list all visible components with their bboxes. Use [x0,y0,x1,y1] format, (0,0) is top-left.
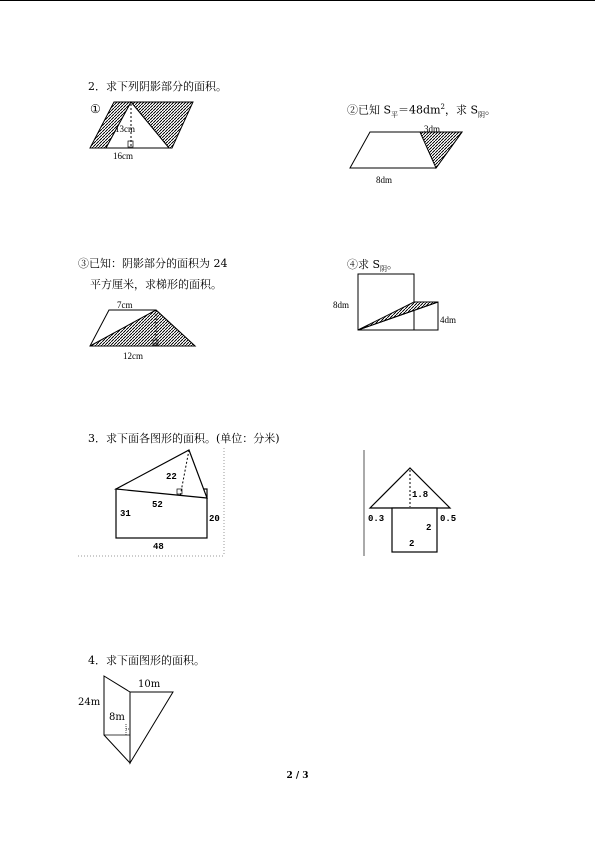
p3-line2: 平方厘米，求梯形的面积。 [90,278,222,291]
q4-inner-label: 8m [109,712,125,723]
f1-bottom-label: 48 [153,542,164,552]
figure-3-1 [78,448,224,556]
f2-left-label: 0.3 [368,514,385,524]
f1-left-label: 31 [120,509,131,519]
p3-top-label: 7cm [117,300,133,310]
p2-statement: ②已知 $S_平=48dm^2$，求 $S_阴$。 [347,103,497,119]
p3-line1: ③已知：阴影部分的面积为 24 [78,257,228,270]
figure-3-2 [364,450,450,556]
f1-diag-label: 52 [152,500,163,510]
f2-right-label: 0.5 [440,514,457,524]
f2-bottom-label: 2 [409,539,415,549]
q4-top-label: 10m [138,679,161,690]
page-number: 2 / 3 [286,771,309,781]
question-2-heading: 2．求下列阴影部分的面积。 [88,80,227,93]
p1-height-label: 13cm [115,124,135,134]
question-4-heading: 4．求下面图形的面积。 [88,654,205,667]
figure-2-4 [358,274,438,330]
figure-2-3 [90,310,195,346]
f1-right-label: 20 [209,514,220,524]
figure-2-1 [90,102,193,148]
p4-right-label: 4dm [440,315,457,325]
p3-base-label: 12cm [123,351,143,361]
question-3-heading: 3．求下面各图形的面积。(单位：分米) [88,432,280,445]
p2-base-label: 8dm [376,175,393,185]
f2-side-label: 2 [426,523,432,533]
p1-number: ① [90,102,101,116]
f1-height-label: 22 [166,472,177,482]
p2-top-label: 3dm [424,124,441,134]
p4-statement: ④求 $S_阴$。 [347,258,399,274]
f2-height-label: 1.8 [412,490,429,500]
p1-base-label: 16cm [113,151,133,161]
figure-2-2 [350,132,462,168]
p4-left-label: 8dm [333,300,350,310]
q4-left-label: 24m [78,697,101,708]
